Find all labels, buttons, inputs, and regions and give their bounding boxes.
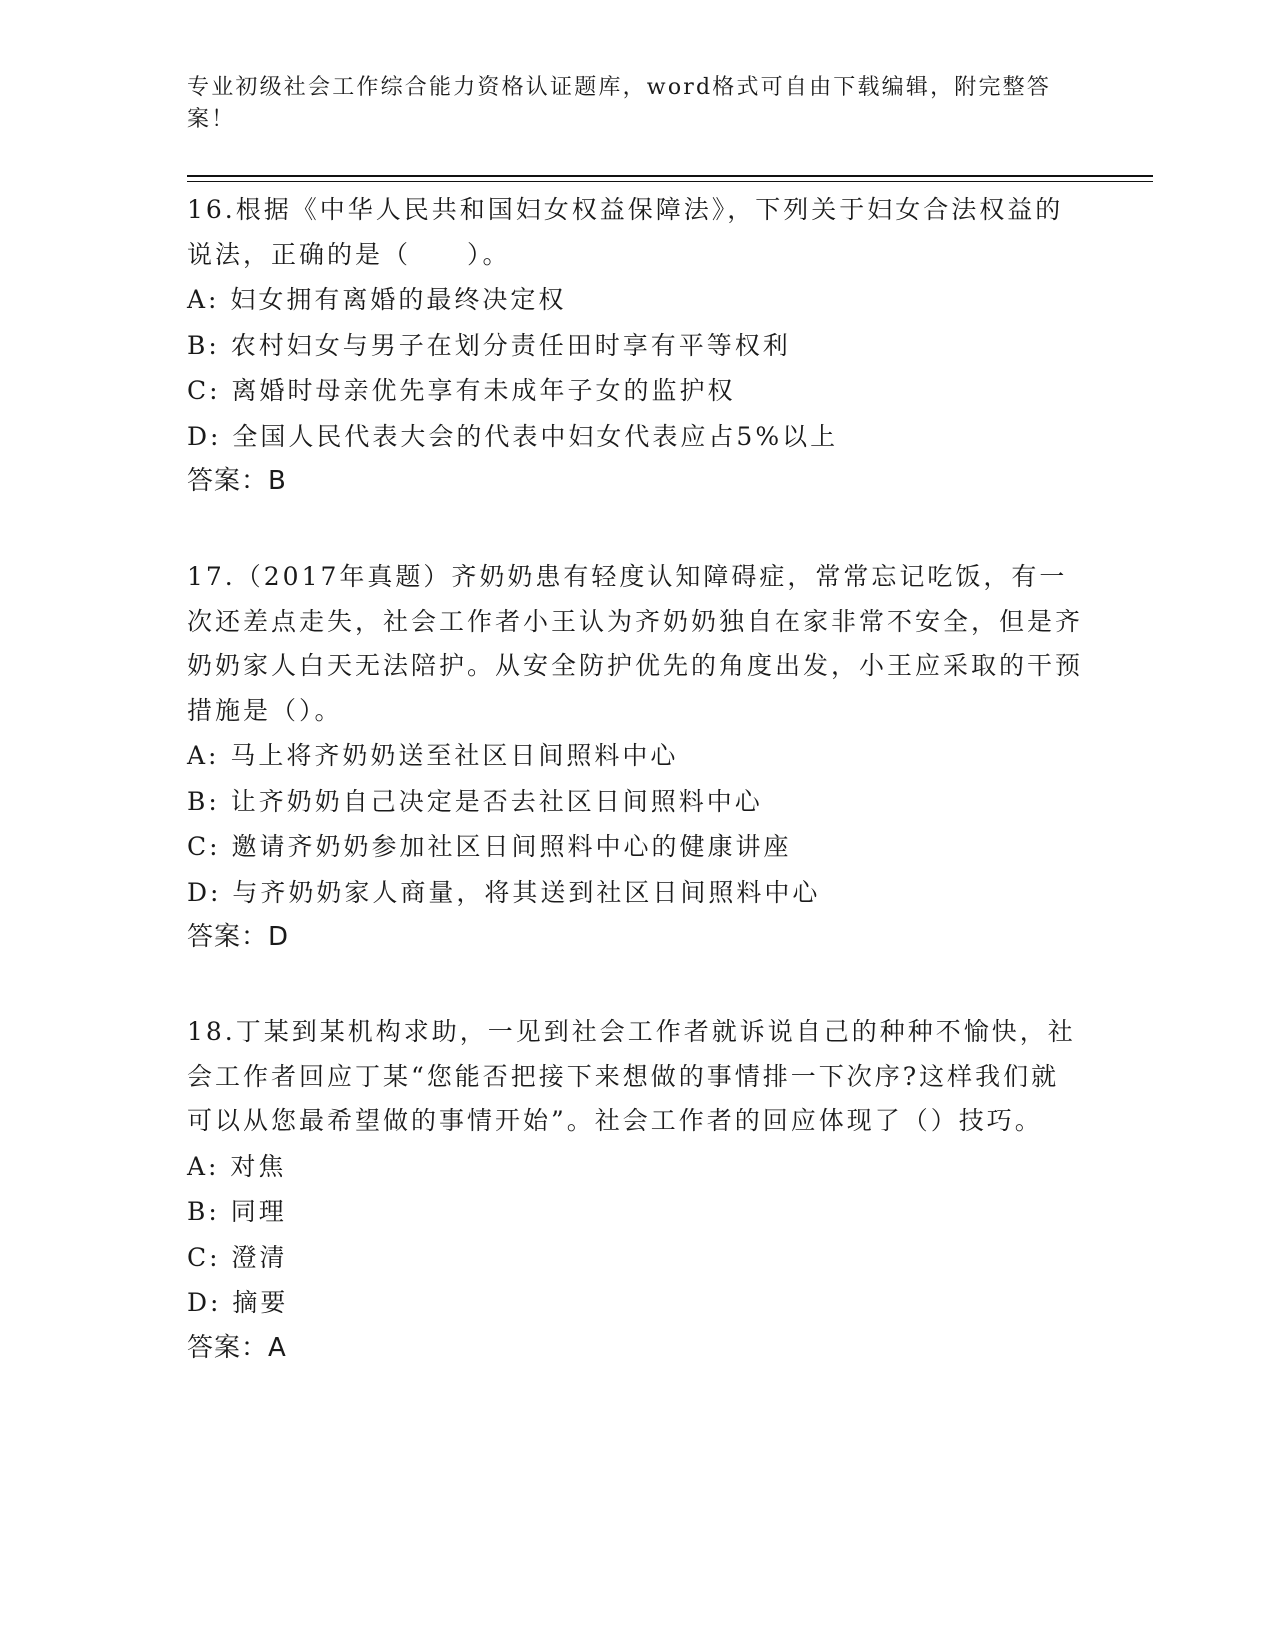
question-stem: 17.（2017年真题）齐奶奶患有轻度认知障碍症，常常忘记吃饭，有一次还差点走失，社会工作者小王认为齐奶奶独自在家非常不安全，但是齐奶奶家人白天无法陪护。从安全防护优先的角度出发，小王应采取的干预措施是（）。 [187, 562, 1084, 725]
option-a: A: 对焦 [187, 1151, 287, 1181]
option-c: C: 澄清 [187, 1242, 288, 1272]
question-stem: 18.丁某到某机构求助，一见到社会工作者就诉说自己的种种不愉快，社会工作者回应丁某“您能否把接下来想做的事情排一下次序?这样我们就可以从您最希望做的事情开始”。社会工作者的回应体现了（）技巧。 [187, 1017, 1076, 1135]
question-17 [187, 555, 1087, 960]
page-header: 专业初级社会工作综合能力资格认证题库，word格式可自由下载编辑，附完整答案！ [187, 75, 1052, 132]
header-divider-thin [187, 181, 1153, 182]
option-c: C: 邀请齐奶奶参加社区日间照料中心的健康讲座 [187, 832, 792, 861]
option-c: C: 离婚时母亲优先享有未成年子女的监护权 [187, 376, 736, 405]
question-16 [187, 188, 1087, 504]
option-d: D: 与齐奶奶家人商量，将其送到社区日间照料中心 [187, 877, 821, 907]
option-b: B: 让齐奶奶自己决定是否去社区日间照料中心 [187, 786, 763, 816]
answer: 答案：B [187, 466, 287, 496]
option-b: B: 同理 [187, 1197, 287, 1226]
header-divider-thick [187, 175, 1153, 177]
question-stem: 16.根据《中华人民共和国妇女权益保障法》，下列关于妇女合法权益的说法，正确的是（ ）。 [187, 195, 1064, 269]
answer: 答案：A [187, 1332, 287, 1363]
option-a: A: 马上将齐奶奶送至社区日间照料中心 [187, 741, 679, 770]
option-a: A: 妇女拥有离婚的最终决定权 [187, 285, 567, 314]
option-b: B: 农村妇女与男子在划分责任田时享有平等权利 [187, 330, 791, 360]
option-d: D: 摘要 [187, 1288, 289, 1317]
answer: 答案：D [187, 922, 290, 952]
question-18 [187, 1010, 1087, 1371]
option-d: D: 全国人民代表大会的代表中妇女代表应占5%以上 [187, 421, 839, 451]
